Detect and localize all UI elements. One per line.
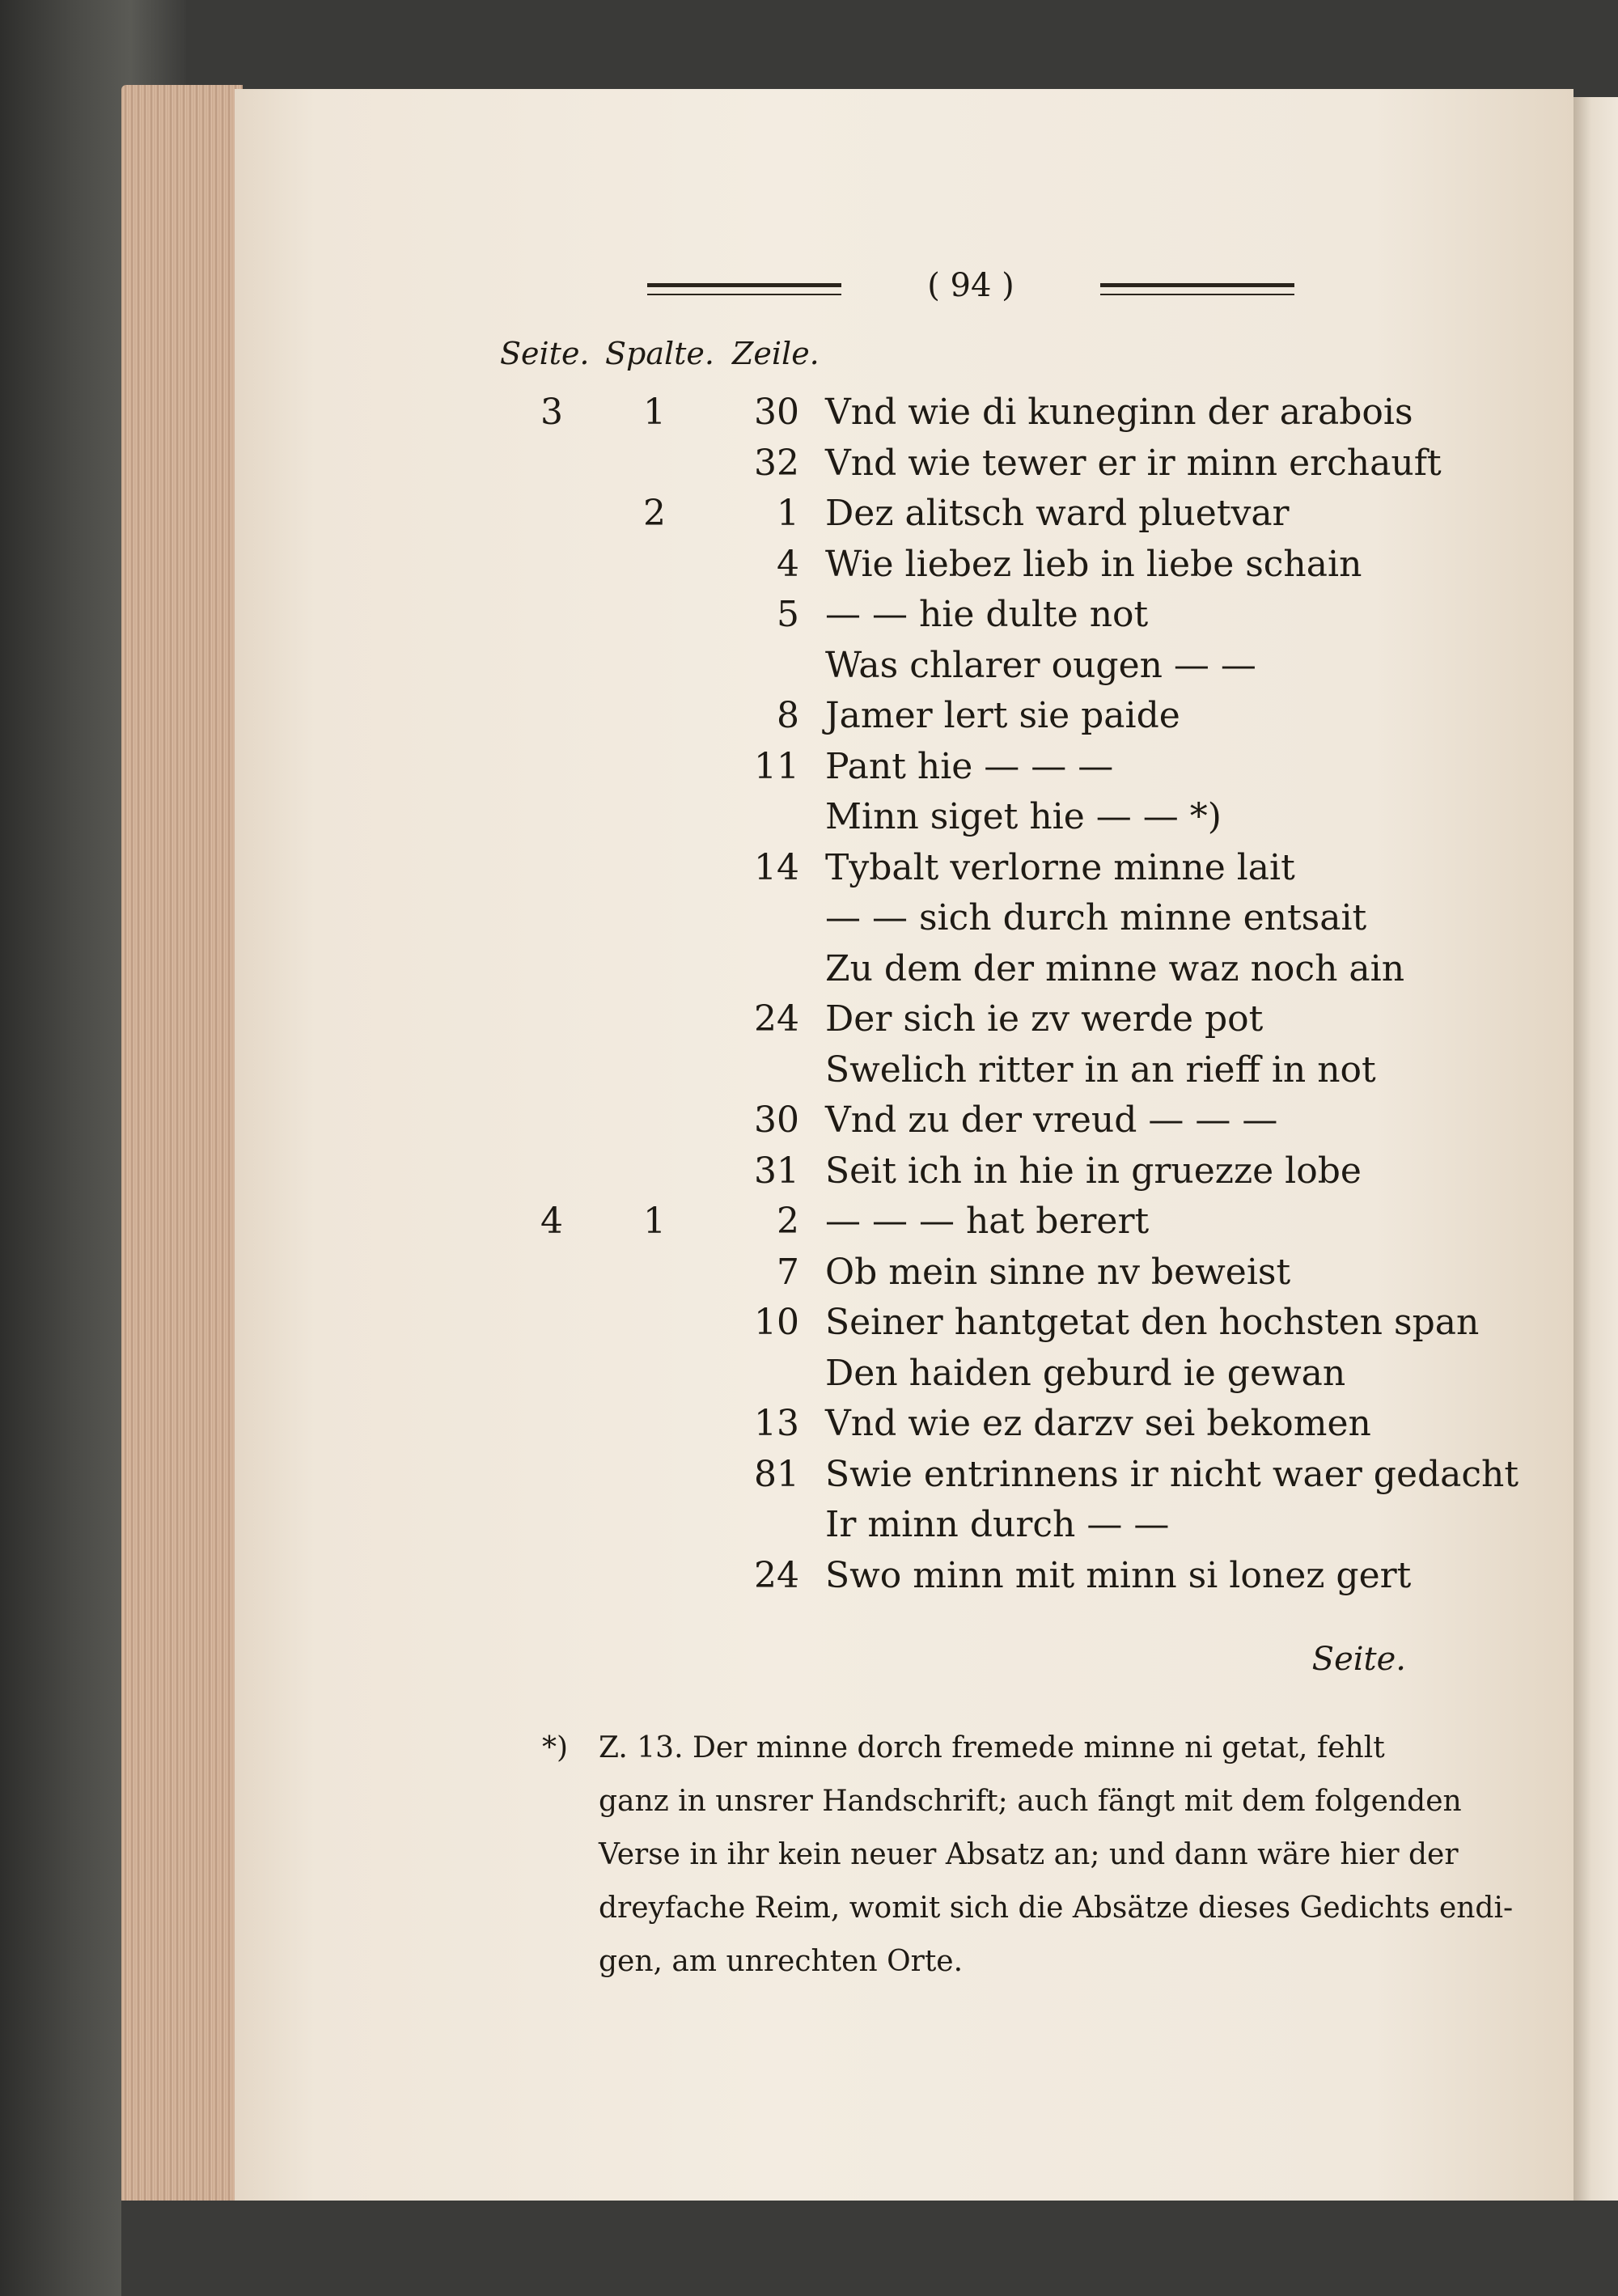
table-row <box>0 844 1618 892</box>
cell-text: — — — hat berert <box>825 1201 1150 1242</box>
table-row <box>0 1349 1618 1398</box>
footnote-line: ganz in unsrer Handschrift; auch fängt mit dem folgenden <box>599 1785 1462 1818</box>
catchword: Seite. <box>1311 1641 1406 1678</box>
cell-text: Vnd wie tewer er ir minn erchauft <box>825 442 1442 484</box>
cell-text: Vnd zu der vreud — — — <box>825 1099 1278 1141</box>
cell-text: Was chlarer ougen — — <box>825 644 1256 686</box>
cell-text: Swie entrinnens ir nicht waer gedacht <box>825 1453 1519 1495</box>
cell-text: Swo minn mit minn si lonez gert <box>825 1554 1412 1596</box>
cell-text: — — sich durch minne entsait <box>825 897 1367 938</box>
cell-zeile: 10 <box>754 1302 799 1343</box>
page-header <box>647 267 1294 316</box>
cell-text: Seiner hantgetat den hochsten span <box>825 1302 1480 1343</box>
cell-zeile: 11 <box>754 745 799 787</box>
cell-zeile: 32 <box>754 442 799 484</box>
cell-zeile: 30 <box>754 392 799 433</box>
footnote-line: Verse in ihr kein neuer Absatz an; und dann wäre hier der <box>599 1838 1459 1871</box>
cell-text: Tybalt verlorne minne lait <box>825 846 1295 888</box>
cell-zeile: 24 <box>754 998 799 1040</box>
table-row <box>0 591 1618 639</box>
cell-text: — — hie dulte not <box>825 594 1149 635</box>
table-row <box>0 642 1618 690</box>
cell-spalte: 1 <box>643 1201 666 1242</box>
table-row <box>0 945 1618 993</box>
table-row <box>0 995 1618 1044</box>
cell-seite: 4 <box>540 1201 563 1242</box>
cell-zeile: 7 <box>777 1251 799 1293</box>
footnote-line: dreyfache Reim, womit sich die Absätze dieses Gedichts endi- <box>599 1891 1514 1925</box>
page-number: ( 94 ) <box>927 267 1014 304</box>
table-row <box>0 1248 1618 1297</box>
table-row <box>0 1046 1618 1095</box>
cell-text: Vnd wie di kuneginn der arabois <box>825 392 1413 433</box>
cell-zeile: 5 <box>777 594 799 635</box>
cell-text: Pant hie — — — <box>825 745 1114 787</box>
table-row <box>0 1298 1618 1347</box>
cell-text: Ir minn durch — — <box>825 1504 1170 1545</box>
table-row <box>0 1400 1618 1448</box>
cell-zeile: 13 <box>754 1403 799 1444</box>
cell-text: Ob mein sinne nv beweist <box>825 1251 1291 1293</box>
table-row <box>0 1451 1618 1499</box>
cell-text: Minn siget hie — — *) <box>825 796 1222 837</box>
cell-text: Vnd wie ez darzv sei bekomen <box>825 1403 1371 1444</box>
cell-zeile: 1 <box>777 493 799 534</box>
cell-zeile: 31 <box>754 1150 799 1192</box>
column-header-zeile: Zeile. <box>732 336 820 371</box>
table-row <box>0 1147 1618 1196</box>
table-row <box>0 1096 1618 1145</box>
header-rule-left <box>647 283 841 295</box>
footnote-line: gen, am unrechten Orte. <box>599 1945 964 1978</box>
cell-text: Swelich ritter in an rieff in not <box>825 1048 1376 1091</box>
cell-zeile: 2 <box>777 1201 799 1242</box>
cell-text: Zu dem der minne waz noch ain <box>825 947 1405 989</box>
cell-spalte: 1 <box>643 392 666 433</box>
table-row <box>0 489 1618 538</box>
table-row <box>0 894 1618 943</box>
table-row <box>0 388 1618 437</box>
cell-text: Wie liebez lieb in liebe schain <box>825 543 1362 585</box>
cell-zeile: 4 <box>777 543 799 585</box>
cell-text: Jamer lert sie paide <box>825 695 1180 736</box>
background <box>121 2201 1618 2296</box>
cell-text: Dez alitsch ward pluetvar <box>825 493 1290 534</box>
table-row <box>0 1552 1618 1600</box>
cell-zeile: 30 <box>754 1099 799 1141</box>
cell-zeile: 81 <box>754 1453 799 1495</box>
table-row <box>0 793 1618 841</box>
table-row <box>0 1197 1618 1246</box>
cell-zeile: 14 <box>754 846 799 888</box>
column-header-spalte: Spalte. <box>605 336 715 371</box>
table-row <box>0 692 1618 740</box>
footnote-line: Z. 13. Der minne dorch fremede minne ni getat, fehlt <box>599 1731 1385 1764</box>
cell-zeile: 8 <box>777 695 799 736</box>
header-rule-right <box>1100 283 1294 295</box>
cell-text: Seit ich in hie in gruezze lobe <box>825 1150 1362 1192</box>
cell-spalte: 2 <box>643 493 666 534</box>
footnote-marker: *) <box>542 1731 569 1764</box>
table-row <box>0 439 1618 488</box>
cell-text: Den haiden geburd ie gewan <box>825 1352 1346 1394</box>
table-row <box>0 743 1618 791</box>
cell-zeile: 24 <box>754 1554 799 1596</box>
table-row <box>0 540 1618 589</box>
cell-seite: 3 <box>540 392 563 433</box>
table-row <box>0 1501 1618 1549</box>
column-header-seite: Seite. <box>500 336 590 371</box>
cell-text: Der sich ie zv werde pot <box>825 998 1264 1040</box>
